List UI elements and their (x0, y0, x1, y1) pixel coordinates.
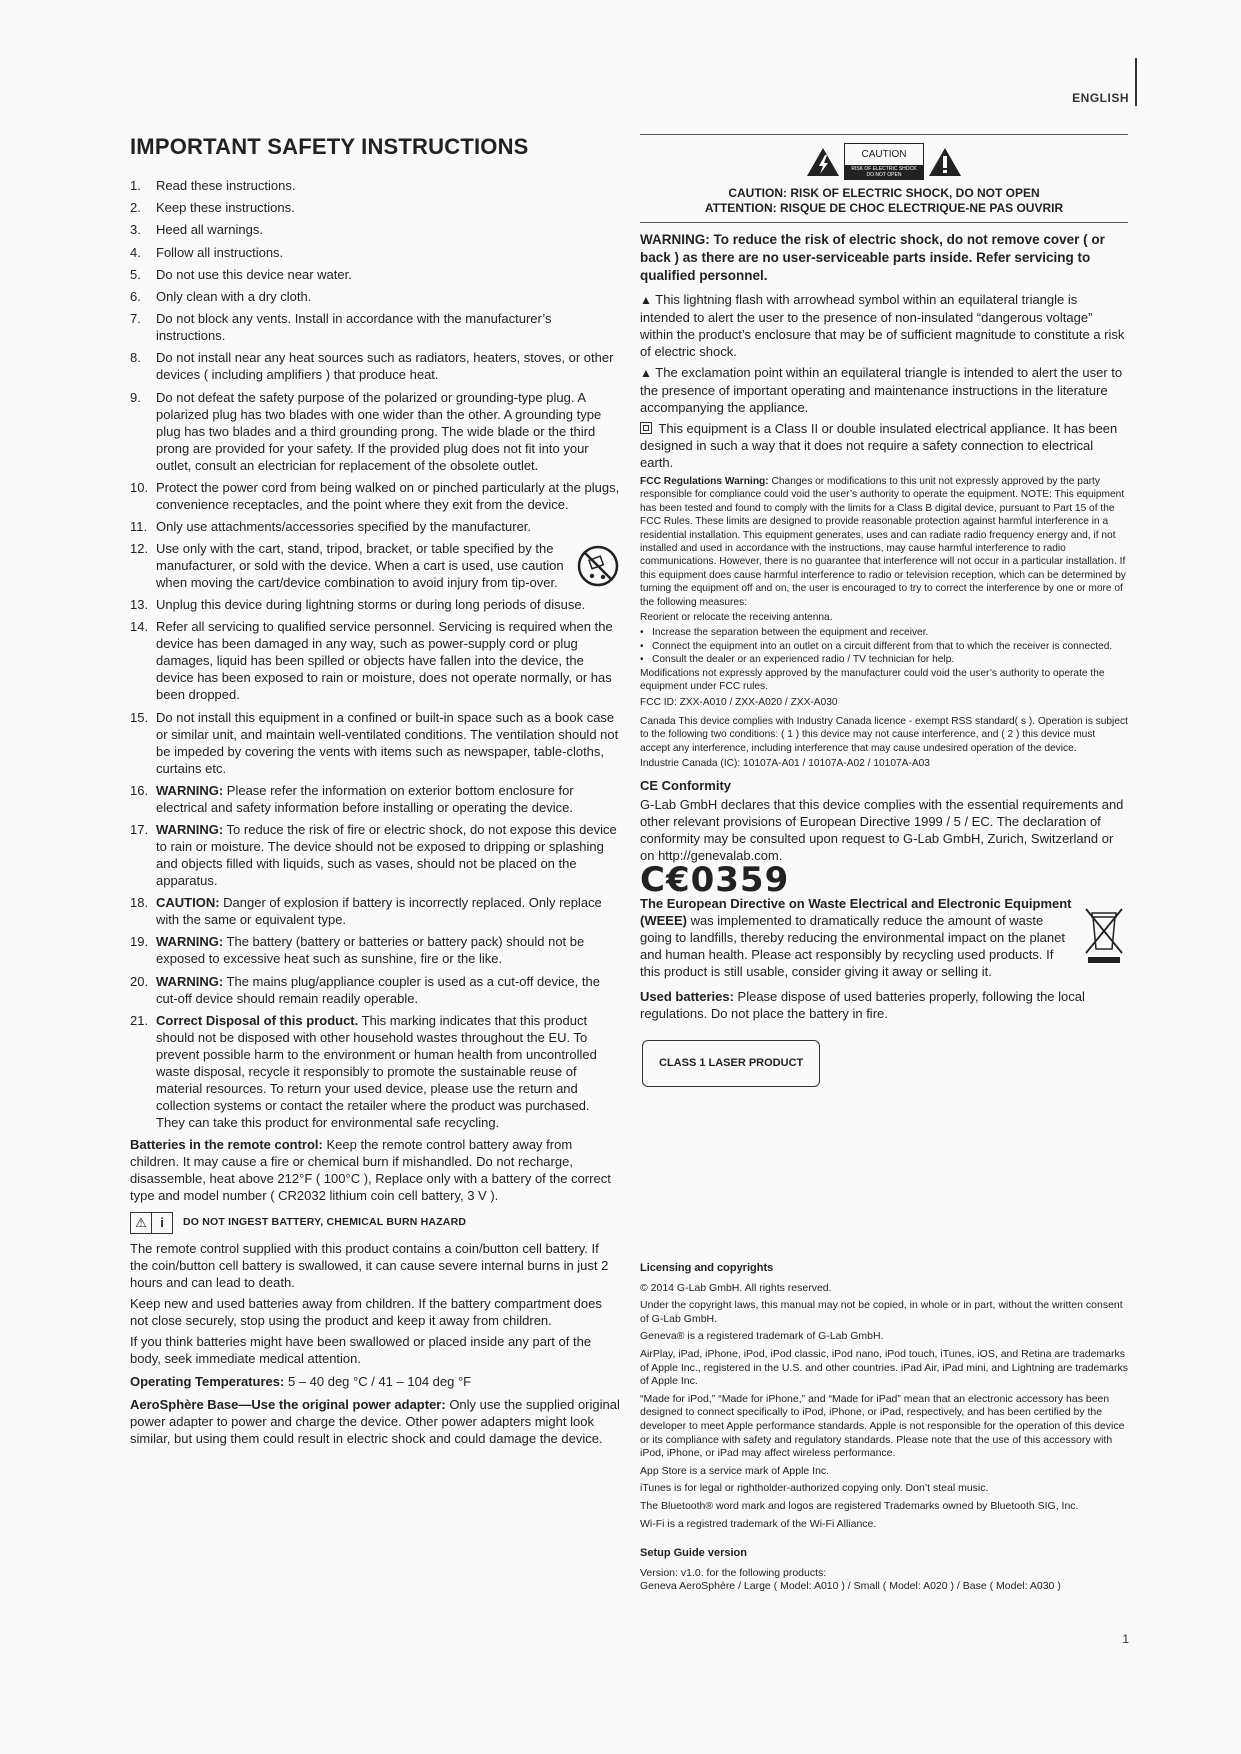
instruction-text: Only clean with a dry cloth. (156, 288, 312, 304)
burn-hazard-icons (130, 1212, 173, 1234)
instruction-item (130, 288, 620, 305)
instruction-item (130, 1012, 620, 1131)
fcc-text: Changes or modifications to this unit not expressly approved by the party responsible for compliance could void the user’s authority to operate the equipment. NOTE: This equipment has been tested and found to comply with the limits for a Class B digital device, pursuant to Part 15 of the FCC Rules. These limits are designed to provide reasonable protection against harmful interference in a residential installation. This equipment generates, uses and can radiate radio frequency energy and, if not installed and used in accordance with the instructions, may cause harmful interference to radio communications. However, there is no guarantee that interference will not occur in a particular installation. If this equipment does cause harmful interference to radio or television reception, which can be determined by turning the equipment off and on, the user is encouraged to try to correct the interference by one or more of the following measures: (640, 476, 1126, 608)
laser-product-label: CLASS 1 LASER PRODUCT (642, 1040, 820, 1087)
lightning-paragraph (640, 291, 1128, 360)
header-rule (1135, 58, 1137, 106)
instruction-item (130, 177, 620, 194)
fcc-bullet: • Connect the equipment into an outlet on a circuit different from that to which the receiver is connected. (640, 640, 1128, 653)
licensing-section (640, 1262, 1128, 1594)
licensing-line: The Bluetooth® word mark and logos are registered Trademarks owned by Bluetooth SIG, Inc. (640, 1499, 1079, 1512)
class2-double-square-icon (640, 422, 652, 434)
batteries-paragraph (130, 1136, 620, 1204)
setup-version-line-2: Geneva AeroSphère / Large ( Model: A010 ) / Small ( Model: A020 ) / Base ( Model: A030 ) (640, 1580, 1061, 1593)
power-adapter-heading: AeroSphère Base—Use the original power adapter: (130, 1396, 446, 1412)
licensing-heading: Licensing and copyrights (640, 1262, 774, 1274)
instruction-number: 19. (130, 934, 149, 950)
burn-hazard-title: DO NOT INGEST BATTERY, CHEMICAL BURN HAZARD (183, 1216, 467, 1229)
cart-tipover-icon (576, 544, 620, 588)
power-adapter-text: Only use the supplied original power adapter to power and charge the device. Other power adapters might look similar, but using them could result in electric shock and could damage the device. (130, 1396, 620, 1446)
instruction-text: Refer all servicing to qualified service personnel. Servicing is required when the device has been damaged in any way, such as power-supply cord or plug damages, liquid has been spilled or objects have fallen into the device, the device has been exposed to rain or moisture, does not operate normally, or has been dropped. (156, 619, 613, 703)
instruction-number: 4. (130, 244, 141, 260)
licensing-line: iTunes is for legal or rightholder-authorized copying only. Don’t steal music. (640, 1482, 989, 1495)
instruction-text: Danger of explosion if battery is incorrectly replaced. Only replace with the same or equivalent type. (156, 895, 602, 928)
operating-temperatures-text: 5 – 40 deg °C / 41 – 104 deg °F (284, 1373, 472, 1389)
instruction-number: 12. (130, 541, 149, 557)
instruction-number: 16. (130, 782, 149, 798)
instruction-text: Protect the power cord from being walked on or pinched particularly at the plugs, convenience receptacles, and the point where they exit from the device. (156, 479, 620, 512)
weee-block (640, 895, 1128, 984)
instruction-text: Please refer the information on exterior bottom enclosure for electrical and safety information before installing or operating the device. (156, 782, 574, 815)
instruction-number: 8. (130, 350, 141, 366)
licensing-lines (640, 1282, 1128, 1532)
instruction-item (130, 349, 620, 383)
weee-paragraph (640, 895, 1072, 980)
lightning-text: This lightning flash with arrowhead symbol within an equilateral triangle is intended to alert the user to the presence of non-insulated “dangerous voltage” within the product’s enclosure that may be of sufficient magnitude to constitute a risk of electric shock. (640, 292, 1125, 359)
canada-text: Canada This device complies with Industry Canada licence - exempt RSS standard( s ). Operation is subject to the following two conditions: ( 1 ) this device may not cause interference, and ( 2 ) this device must accept any interference, including interference that may cause undesired operation of the device. (640, 715, 1128, 754)
instruction-item (130, 709, 620, 777)
instruction-text: Heed all warnings. (156, 222, 263, 238)
instruction-label: WARNING: (156, 822, 224, 837)
caution-label (844, 143, 924, 180)
info-icon: i (151, 1213, 172, 1233)
instruction-number: 15. (130, 709, 149, 725)
instruction-item (130, 479, 620, 513)
fcc-bullet: • Consult the dealer or an experienced radio / TV technician for help. (640, 653, 1128, 666)
fcc-bullet: • Increase the separation between the equipment and receiver. (640, 626, 1128, 639)
lightning-warning-icon: ▲ (640, 293, 652, 307)
instruction-text: Keep these instructions. (156, 200, 295, 216)
caution-sub-2: DO NOT OPEN (866, 172, 902, 178)
weee-heading: The European Directive on Waste Electrical and Electronic Equipment (WEEE) (640, 895, 1072, 928)
instruction-text: Do not defeat the safety purpose of the polarized or grounding-type plug. A polarized plug has two blades with one wider than the other. A grounding type plug has two blades and a third grounding prong. The wide blade or the third prong are provided for your safety. If the provided plug does not fit into your outlet, consult an electrician for replacement of the obsolete outlet. (156, 389, 602, 473)
caution-block (640, 134, 1128, 223)
instruction-text: Read these instructions. (156, 178, 296, 193)
ce-text: G-Lab GmbH declares that this device complies with the essential requirements and other relevant provisions of European Directive 1999 / 5 / EC. The declaration of conformity may be consulted upon request to G-Lab GmbH, Zurich, Switzerland or on http://genevalab.com. (640, 796, 1124, 863)
power-adapter-paragraph (130, 1396, 620, 1447)
exclamation-triangle-icon (928, 147, 962, 177)
exclamation-paragraph (640, 364, 1128, 416)
instruction-text: Do not block any vents. Install in accordance with the manufacturer’s instructions. (156, 311, 552, 344)
instruction-label: WARNING: (156, 782, 224, 798)
caution-sub-1: RISK OF ELECTRIC SHOCK (851, 166, 917, 172)
licensing-line: Geneva® is a registered trademark of G-Lab GmbH. (640, 1330, 884, 1343)
instruction-text: This marking indicates that this product should not be disposed with other household wastes throughout the EU. To prevent possible harm to the environment or human health from uncontrolled waste disposal, recycle it responsibly to promote the sustainable reuse of material resources. To return your used device, please use the return and collection systems or contact the retailer where the product was purchased. They can take this product for environmental safe recycling. (156, 1012, 597, 1130)
instruction-list (130, 177, 620, 1131)
weee-text: was implemented to dramatically reduce the amount of waste going to landfills, thereby reducing the environmental impact on the planet and human health. Please act responsibly by recycling used products. If this product is still usable, consider giving it away or selling it. (640, 912, 1065, 979)
instruction-number: 6. (130, 288, 141, 304)
setup-version-line-1: Version: v1.0. for the following products: (640, 1566, 827, 1579)
caution-label-sub (845, 165, 923, 179)
burn-paragraph-2: Keep new and used batteries away from children. If the battery compartment does not close securely, stop using the product and keep it away from children. (130, 1295, 602, 1328)
licensing-line: AirPlay, iPad, iPhone, iPod, iPod classic, iPod nano, iPod touch, iTunes, iOS, and Retina are trademarks of Apple Inc., registered in the U.S. and other countries. iPad Air, iPad mini, and Lightning are trademarks of Apple Inc. (640, 1347, 1128, 1388)
instruction-text: The mains plug/appliance coupler is used as a cut-off device, the cut-off device should remain readily operable. (156, 973, 600, 1006)
fcc-id: FCC ID: ZXX-A010 / ZXX-A020 / ZXX-A030 (640, 696, 838, 708)
instruction-number: 21. (130, 1012, 149, 1028)
caution-english: CAUTION: RISK OF ELECTRIC SHOCK, DO NOT OPEN (728, 186, 1040, 200)
caution-french: ATTENTION: RISQUE DE CHOC ELECTRIQUE-NE PAS OUVRIR (704, 201, 1064, 215)
fcc-block (640, 475, 1128, 771)
instruction-label: Correct Disposal of this product. (156, 1012, 359, 1028)
instruction-number: 2. (130, 200, 141, 216)
page-number: 1 (1122, 1632, 1129, 1646)
instruction-text: Do not install near any heat sources such as radiators, heaters, stoves, or other devices ( including amplifiers ) that produce heat. (156, 350, 614, 383)
crossed-bin-icon (1080, 905, 1128, 969)
instruction-text: Unplug this device during lightning storms or during long periods of disuse. (156, 597, 586, 613)
setup-version-heading: Setup Guide version (640, 1547, 747, 1560)
instruction-number: 20. (130, 973, 149, 989)
instruction-item (130, 618, 620, 703)
instruction-item (130, 933, 620, 967)
canada-ic: Industrie Canada (IC): 10107A-A01 / 10107A-A02 / 10107A-A03 (640, 758, 930, 770)
instruction-number: 18. (130, 895, 149, 911)
used-batteries-text: Please dispose of used batteries properly, following the local regulations. Do not place the battery in fire. (640, 988, 1085, 1021)
instruction-item (130, 821, 620, 889)
exclamation-text: The exclamation point within an equilateral triangle is intended to alert the user to the presence of important operating and maintenance instructions in the literature accompanying the appliance. (640, 365, 1123, 415)
batteries-text: Keep the remote control battery away from children. It may cause a fire or chemical burn if mishandled. Do not recharge, disassemble, heat above 212°F ( 100°C ), Replace only with a battery of the correct type and model number ( CR2032 lithium coin cell battery, 3 V ). (130, 1136, 611, 1203)
licensing-line: Under the copyright laws, this manual may not be copied, in whole or in part, without the written consent of G-Lab GmbH. (640, 1299, 1123, 1325)
burn-paragraph-1: The remote control supplied with this product contains a coin/button cell battery. If the coin/button cell battery is swallowed, it can cause severe internal burns in just 2 hours and can lead to death. (130, 1240, 609, 1290)
fcc-reorient: Reorient or relocate the receiving antenna. (640, 612, 833, 624)
instruction-item (130, 894, 620, 928)
warning-triangle-icon: ⚠ (135, 1214, 147, 1230)
instruction-number: 7. (130, 311, 141, 327)
instruction-item (130, 244, 620, 261)
instruction-number: 3. (130, 222, 141, 238)
instruction-item (130, 310, 620, 344)
used-batteries-heading: Used batteries: (640, 988, 734, 1004)
burn-paragraph-3: If you think batteries might have been swallowed or placed inside any part of the body, seek immediate medical attention. (130, 1333, 592, 1366)
instruction-text: Only use attachments/accessories specified by the manufacturer. (156, 518, 532, 534)
instruction-text: Follow all instructions. (156, 244, 284, 260)
instruction-label: WARNING: (156, 934, 224, 950)
instruction-text: Do not use this device near water. (156, 266, 352, 282)
right-column (640, 134, 1128, 1087)
fcc-bullet-list (640, 626, 1128, 666)
class2-paragraph (640, 420, 1128, 471)
instruction-number: 9. (130, 389, 141, 405)
instruction-item (130, 199, 620, 216)
instruction-number: 17. (130, 822, 149, 837)
used-batteries-paragraph (640, 988, 1128, 1022)
instruction-text: To reduce the risk of fire or electric shock, do not expose this device to rain or moisture. The device should not be exposed to dripping or splashing and objects filled with liquids, such as vases, should not be placed on the apparatus. (156, 822, 617, 888)
exclamation-warning-icon: ▲ (640, 366, 652, 380)
licensing-line: “Made for iPod,” “Made for iPhone,” and “Made for iPad” mean that an electronic accessory has been designed to connect specifically to iPod, iPhone, or iPad, respectively, and has been certified by the developer to meet Apple performance standards. Apple is not responsible for the operation of this device or its compliance with safety and regulatory standards. Please note that the use of this accessory with iPod, iPhone, or iPad may affect wireless performance. (640, 1392, 1125, 1460)
caution-label-text: CAUTION (861, 149, 907, 160)
instruction-number: 11. (130, 518, 148, 534)
instruction-item (130, 221, 620, 238)
instruction-text: Use only with the cart, stand, tripod, bracket, or table specified by the manufacturer, or sold with the device. When a cart is used, use caution when moving the cart/device combination to avoid injury from tip-over. (156, 541, 564, 591)
instruction-item (130, 266, 620, 283)
shock-warning: WARNING: To reduce the risk of electric shock, do not remove cover ( or back ) as there are no user-serviceable parts inside. Refer servicing to qualified personnel. (640, 232, 1105, 283)
left-column (130, 134, 620, 1451)
ce-mark-logo: C€0359 (640, 859, 790, 900)
instruction-label: WARNING: (156, 973, 224, 989)
caution-lines (640, 186, 1128, 216)
lightning-triangle-icon (806, 147, 840, 177)
licensing-line: App Store is a service mark of Apple Inc. (640, 1464, 830, 1477)
burn-hazard-heading (130, 1212, 620, 1234)
instruction-number: 13. (130, 597, 149, 613)
instruction-number: 10. (130, 479, 149, 495)
operating-temperatures-heading: Operating Temperatures: (130, 1373, 285, 1389)
instruction-item (130, 596, 620, 613)
instruction-text: The battery (battery or batteries or battery pack) should not be exposed to excessive heat such as sunshine, fire or the like. (156, 934, 585, 967)
page-title: IMPORTANT SAFETY INSTRUCTIONS (130, 134, 529, 159)
fcc-heading: FCC Regulations Warning: (640, 476, 769, 487)
operating-temperatures (130, 1373, 620, 1390)
instruction-item (130, 518, 620, 535)
batteries-heading: Batteries in the remote control: (130, 1136, 323, 1152)
ce-heading: CE Conformity (640, 777, 731, 793)
caution-graphic (640, 143, 1128, 180)
licensing-line: © 2014 G-Lab GmbH. All rights reserved. (640, 1281, 832, 1294)
instruction-number: 5. (130, 266, 141, 282)
instruction-item (130, 389, 620, 474)
instruction-number: 14. (130, 619, 149, 635)
class2-text: This equipment is a Class II or double insulated electrical appliance. It has been designed in such a way that it does not require a safety connection to electrical earth. (640, 421, 1118, 470)
instruction-item (130, 782, 620, 816)
instruction-text: Do not install this equipment in a confined or built-in space such as a book case or similar unit, and maintain well-ventilated conditions. The ventilation should not be impeded by covering the vents with items such as newspaper, table-cloths, curtains etc. (156, 709, 619, 776)
licensing-line: Wi-Fi is a registred trademark of the Wi-Fi Alliance. (640, 1517, 877, 1530)
instruction-label: CAUTION: (156, 895, 220, 911)
instruction-number: 1. (130, 178, 141, 193)
instruction-item (130, 540, 620, 591)
instruction-item (130, 973, 620, 1007)
fcc-modifications: Modifications not expressly approved by the manufacturer could void the user’s authority to operate the equipment under FCC rules. (640, 667, 1105, 693)
language-label: ENGLISH (1072, 91, 1129, 105)
